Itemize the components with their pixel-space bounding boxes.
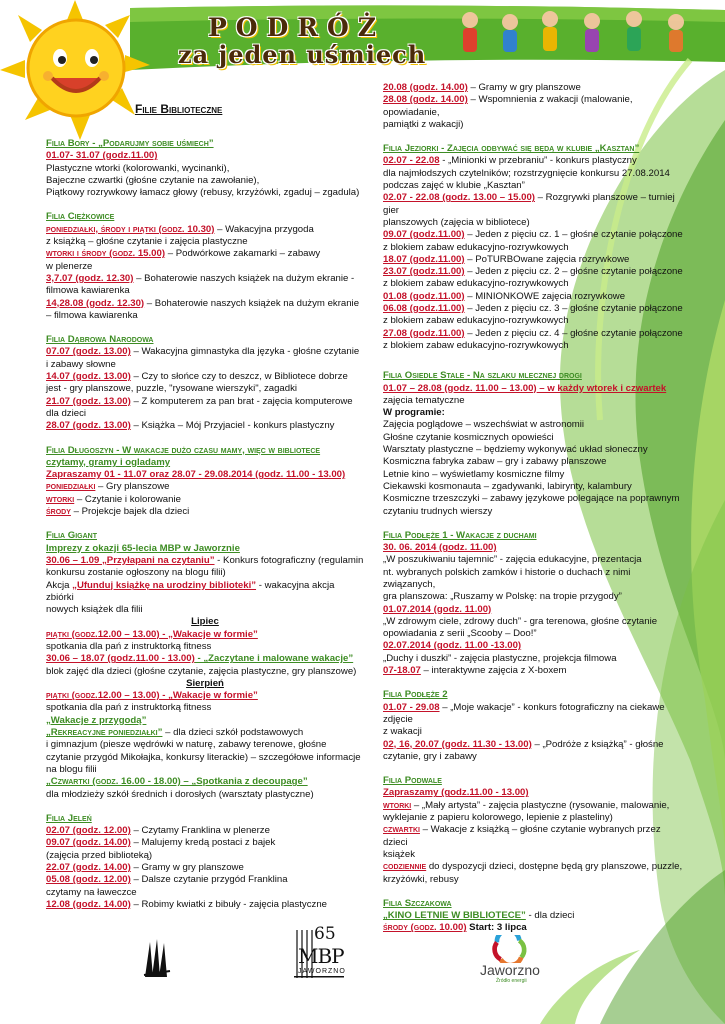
date: 02.07 - 22.08 (godz. 13.00 – 15.00) [383,192,535,204]
text-line: na blogu filii [46,763,97,775]
text-line: „W poszukiwaniu tajemnic” - zajęcia edukacyjne, prezentacja [383,554,642,566]
section-jelen-continued [383,82,683,131]
date: 09.07 (godz. 14.00) [46,837,131,849]
program-item: Letnie kino – wyświetlamy kosmiczne filmy [383,468,565,480]
section-podwale [383,775,683,886]
text-line: dla najmłodszych czytelników; rozstrzygnięcie konkursu 27.08.2014 [383,167,670,179]
text-line: nt. wybranych polskich zamków i historie o duchach z nimi związanych, [383,566,631,590]
date: wtorki i środy (godz. 15.00) [46,248,166,260]
text: – Jeden z pięciu cz. 1 – głośne czytanie połączone [464,229,683,241]
date: 27.08 (godz.11.00) [383,327,465,339]
event-title: – „Spotkania z decoupage” [180,776,308,788]
date: 18.07 (godz.11.00) [383,253,465,265]
date: Zapraszamy 01 - 11.07 oraz 28.07 - 29.08.2014 (godz. 11.00 - 13.00) [46,469,346,481]
date: 06.08 (godz.11.00) [383,303,465,315]
date: 02, 16, 20.07 (godz. 11.30 - 13.00) [383,738,532,750]
text: – Czytanie i kolorowanie [74,493,181,505]
library-logo-icon [142,937,172,979]
date: codziennie [383,861,427,873]
date: 05.08 (godz. 12.00) [46,874,131,886]
text: – Podwórkowe zakamarki – zabawy [165,248,321,260]
text: - „Minionki w przebraniu” - konkurs plastyczny [439,155,637,167]
section-title: Filia Podłęże 2 [383,689,448,701]
text: - dla dzieci [525,910,575,922]
section-szczakowa [383,898,683,935]
text: – Gry planszowe [95,481,170,493]
date: wtorki [46,493,75,505]
text-line: w plenerze [46,260,93,272]
text-line: nowych książek dla filii [46,604,143,616]
text-line: z blokiem zabaw edukacyjno-rozrywkowych [383,315,569,327]
mbp-logo-number: 65 [314,924,336,944]
text-line: książek [383,848,415,860]
text-line: z wakacji [383,726,422,738]
section-title: Filia Podłęże 1 - Wakacje z duchami [383,529,537,541]
date: 01.07 – 28.08 (godz. 11.00 – 13.00) [383,382,537,394]
section-jelen [46,813,364,911]
mbp-logo-icon [293,926,345,982]
text-line: czytanie przygód Mikołajka, konkursy literackie) – szczegółowe informacje [46,751,361,763]
month-heading: Lipiec [191,616,219,628]
section-title: Filia Bory - „Podarujmy sobie uśmiech” [46,138,214,149]
text-line: jest - gry planszowe, puzzle, "rysowane wierszyki", zagadki [46,383,298,395]
date: „Ufunduj książkę na urodziny biblioteki” [72,579,257,591]
page-title: Filie Biblioteczne [135,102,223,116]
text-line: zajęcia tematyczne [383,394,465,406]
banner-title-line1: PODRÓŻ [208,13,386,42]
section-title: Filia Podwale [383,775,442,787]
text-line: z blokiem zabaw edukacyjno-rozrywkowych [383,339,569,351]
program-item: Warsztaty plastyczne – będziemy wykonywać układ słoneczny [383,444,648,456]
text-line: z blokiem zabaw edukacyjno-rozrywkowych [383,278,569,290]
jaworzno-logo-icon [480,935,540,963]
text: – MINIONKOWE zajęcia rozrywkowe [464,290,626,302]
text: – dla dzieci szkół podstawowych [162,727,304,739]
date: „Czwartki (godz. 16.00 - 18.00) [46,776,181,788]
section-title: Filia Jeleń [46,812,92,824]
date: 02.07.2014 (godz. 11.00 -13.00) [383,640,522,652]
section-gigant [46,530,364,801]
text-line: „W zdrowym ciele, zdrowy duch” - gra terenowa, głośne czytanie [383,615,658,627]
event-title: „Wakacje z przygodą” [46,714,147,726]
text-line: opowiadania z serii „Scooby – Doo!” [383,628,537,640]
date: 30. 06. 2014 (godz. 11.00) [383,542,497,554]
date: 12.08 (godz. 14.00) [46,898,131,910]
date: 07-18.07 [383,665,421,677]
date: 22.07 (godz. 14.00) [46,862,131,874]
date: Zapraszamy (godz.11.00 - 13.00) [383,787,529,799]
date: poniedziałki, środy i piątki (godz. 10.30) [46,223,215,235]
date: 07.07 (godz. 13.00) [46,346,131,358]
text: – interaktywne zajęcia z X-boxem [420,665,567,677]
text: – Czytamy Franklina w plenerze [130,825,270,837]
section-title: Filia Gigant [46,530,97,542]
section-title: Filia Długoszyn - W wakacje dużo czasu mamy, więc w bibliotece [46,444,321,456]
date: 14,28.08 (godz. 12.30) [46,297,145,309]
section-title: Filia Ciężkowice [46,211,115,223]
text: – Wspomnienia z wakacji (malowanie, opowiadanie, [383,94,633,118]
date: piątki (godz.12.00 – 13.00) [46,628,160,640]
section-title: Filia Jeziorki - Zajęcia odbywać się będą w klubie „Kasztan” [383,143,640,155]
event-title: – w każdy wtorek i czwartek [536,382,667,394]
section-dlugoszyn [46,445,364,519]
text-line: „Duchy i duszki” - zajęcia plastyczne, projekcja filmowa [383,652,617,664]
text: – Jeden z pięciu cz. 3 – głośne czytanie połączone [464,303,683,315]
date: 09.07 (godz.11.00) [383,229,465,241]
left-column [46,100,364,923]
date: 3,7.07 (godz. 12.30) [46,272,134,284]
text: – Jeden z pięciu cz. 2 – głośne czytanie połączone [464,266,683,278]
text: – Wakacyjna gimnastyka dla języka - głośne czytanie [130,346,360,358]
date: 30.06 – 1.09 „Przyłapani na czytaniu” [46,554,215,566]
text-line: i gimnazjum (piesze wędrówki w naturę, zabawy terenowe, głośne [46,739,327,751]
program-item: czytaniu trudnych wierszy [383,505,493,517]
text: – Bohaterowie naszych książek na dużym ekranie [144,297,360,309]
date: 01.07 - 29.08 [383,701,440,713]
jaworzno-logo-text: Jaworzno [480,962,540,978]
text: – Gramy w gry planszowe [130,862,244,874]
text-line: dla młodzieży szkół średnich i dorosłych (warsztaty plastyczne) [46,788,314,800]
event-title: „Rekreacyjne poniedziałki” [46,727,163,739]
text-line: wyklejanie z papieru kolorowego, lepienie z plasteliny) [383,812,613,824]
text-line: pamiątki z wakacji) [383,118,464,130]
month-heading: Sierpień [186,677,224,689]
banner-title-line2: za jeden uśmiech [178,40,427,69]
mbp-logo-subtext: JAWORZNO [298,968,346,975]
section-osiedle-stale [383,370,683,518]
text-line: czytamy na ławeczce [46,886,137,898]
text-line: konkursu zostanie ogłoszony na blogu filii) [46,567,226,579]
text: – Czy to słońce czy to deszcz, w Bibliotece dobrze [130,371,348,383]
text: Start: 3 lipca [466,922,527,934]
text: – Dalsze czytanie przygód Franklina [130,874,288,886]
text: – Malujemy kredą postaci z bajek [130,837,276,849]
date: 02.07 (godz. 12.00) [46,825,131,837]
event-title: „KINO LETNIE W BIBLIOTECE” [383,910,526,922]
date: środy [46,506,71,518]
text: – „Moje wakacje” - konkurs fotograficzny na ciekawe zdjęcie [383,701,665,725]
program-item: Ciekawski kosmonauta – zgadywanki, labirynty, kalambury [383,480,632,492]
text-line: spotkania dla pań z instruktorką fitness [46,640,212,652]
text-line: Piątkowy rozrywkowy łamacz głowy (rebusy, krzyżówki, zgaduj – zgadula) [46,187,360,199]
text-line: z blokiem zabaw edukacyjno-rozrywkowych [383,241,569,253]
text: – „Mały artysta” - zajęcia plastyczne (rysowanie, malowanie, [411,799,670,811]
date: 01.07- 31.07 (godz.11.00) [46,150,158,162]
text: – „Podróże z książką” - głośne [531,738,664,750]
mbp-logo-text: MBP [298,944,344,968]
date: środy (godz. 10.00) [383,922,467,934]
text: - wakacyjna akcja zbiórki [46,579,335,603]
event-title: - „Wakacje w formie” [159,628,258,640]
text: Akcja [46,579,73,591]
text: – Robimy kwiatki z bibuły - zajęcia plastyczne [130,898,327,910]
text: – Bohaterowie naszych książek na dużym ekranie - [133,272,355,284]
date: piątki (godz.12.00 – 13.00) [46,690,160,702]
section-title: Filia Osiedle Stale - Na szlaku mlecznej drogi [383,370,582,382]
date: 30.06 – 18.07 (godz.11.00 - 13.00) [46,653,195,665]
text-line: gra planszowa: „Ruszamy w Polskę: na tropie przygody” [383,591,622,603]
section-title: Filia Dąbrowa Narodowa [46,334,154,346]
text-line: czytanie, gry i zabawy [383,750,477,762]
date: 02.07 - 22.08 [383,155,440,167]
event-title: - „Wakacje w formie” [159,690,258,702]
date: 21.07 (godz. 13.00) [46,395,131,407]
program-item: Kosmiczne trzeszczyki – zabawy językowe polegające na poprawnym [383,493,680,505]
banner-title [178,13,426,69]
date: 14.07 (godz. 13.00) [46,371,131,383]
section-title: Filia Szczakowa [383,897,452,909]
section-bory [46,138,364,199]
program-item: Zajęcia poglądowe – wszechświat w astronomii [383,419,585,431]
subtitle: Imprezy z okazji 65-lecia MBP w Jaworznie [46,542,240,554]
date: 01.07.2014 (godz. 11.00) [383,603,492,615]
date: wtorki [383,799,412,811]
section-title: czytamy, gramy i ogladamy [46,456,171,468]
text: do dyspozycji dzieci, dostępne będą gry planszowe, puzzle, [426,861,683,873]
date: 28.07 (godz. 13.00) [46,420,131,432]
section-jeziorki [383,143,683,352]
section-dabrowa [46,334,364,432]
text-line: Plastyczne wtorki (kolorowanki, wycinanki), [46,162,230,174]
text-line: podczas zajęć w klubie „Kasztan” [383,180,525,192]
program-item: Kosmiczna fabryka zabaw – gry i zabawy planszowe [383,456,607,468]
date: 20.08 (godz. 14.00) [383,82,468,93]
text: – Z komputerem za pan brat - zajęcia komputerowe [130,395,353,407]
text-line: dla dzieci [46,407,86,419]
section-ciezkowice [46,211,364,322]
date: 23.07 (godz.11.00) [383,266,465,278]
date: 01.08 (godz.11.00) [383,290,465,302]
text-line: spotkania dla pań z instruktorką fitness [46,702,212,714]
date: 28.08 (godz. 14.00) [383,94,468,106]
section-podleze2 [383,689,683,763]
jaworzno-logo-subtext: Źródło energii [496,978,527,984]
text: – Gramy w gry planszowe [467,82,581,93]
right-column [383,82,683,947]
text: – Projekcje bajek dla dzieci [70,506,190,518]
date: poniedziałki [46,481,96,493]
text-line: Bajeczne czwartki (głośne czytanie na zawołanie), [46,174,260,186]
text-line: krzyżówki, rebusy [383,873,459,885]
text: – Jeden z pięciu cz. 4 – głośne czytanie połączone [464,327,683,339]
text-line: (zajęcia przed biblioteką) [46,849,153,861]
text-line: z książką – głośne czytanie i zajęcia plastyczne [46,236,248,248]
program-heading: W programie: [383,407,445,419]
text: - Konkurs fotograficzny (regulamin [214,554,364,566]
section-podleze1 [383,530,683,678]
text: – Wakacyjna przygoda [214,223,314,235]
text-line: blok zajęć dla dzieci (głośne czytanie, zajęcia plastyczne, gry planszowe) [46,665,357,677]
text-line: planszowych (zajęcia w bibliotece) [383,216,530,228]
program-item: Głośne czytanie kosmicznych opowieści [383,431,554,443]
event-title: - „Zaczytane i malowane wakacje” [194,653,354,665]
text: – Rozgrywki planszowe – turniej gier [383,192,675,216]
text: – Wakacje z książką – głośne czytanie wybranych przez dzieci [383,824,661,848]
text-line: filmowa kawiarenka [46,285,130,297]
text-line: i zabawy słowne [46,358,116,370]
date: czwartki [383,824,420,836]
text: – PoTURBOwane zajęcia rozrywkowe [464,253,630,265]
text: – Książka – Mój Przyjaciel - konkurs plastyczny [130,420,335,432]
text-line: – filmowa kawiarenka [46,309,138,321]
